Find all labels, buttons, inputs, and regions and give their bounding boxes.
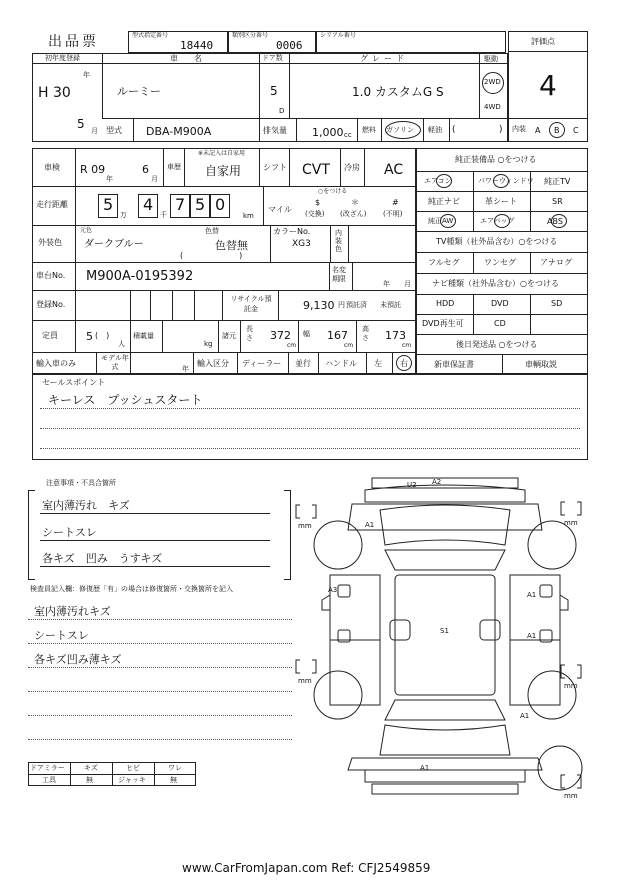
first-reg-era: H 30 (38, 85, 71, 101)
legend-break: ワレ (168, 764, 182, 772)
capacity: 5 (86, 330, 93, 343)
equip-leather: 革シート (485, 197, 517, 206)
recycle-paid: 預託済 (346, 301, 367, 309)
type-no-label: 型式指定番号 (132, 32, 169, 39)
fuel-light-oil: 軽油 (428, 126, 442, 134)
mark-u2: U2 (407, 481, 417, 489)
fuel-gasoline: ガソリン (386, 126, 414, 134)
note-line-1: 室内薄汚れ キズ (42, 499, 130, 512)
interior-a: A (535, 126, 541, 135)
equip-ac: エアコン (424, 177, 452, 185)
serial-label: シリアル番号 (320, 32, 356, 39)
mileage-label: 走行距離 (36, 200, 68, 209)
length: 372 (270, 329, 291, 342)
navi-sd: SD (551, 299, 563, 308)
mark-a1-right: A1 (527, 591, 537, 599)
drive-2wd: 2WD (484, 78, 501, 86)
mark-a1-bumper: A1 (420, 764, 430, 772)
handle-label: ハンドル (325, 359, 357, 368)
change-year: 年 (383, 280, 390, 288)
sales-text: キーレス プッシュスタート (48, 393, 203, 407)
wheel-front-right (528, 521, 576, 569)
navi-dvd: DVD (491, 299, 509, 308)
recycle-amount: 9,130 (303, 299, 335, 312)
meter-modified-mark: ＊ (351, 198, 359, 207)
meter-note: ○をつける (318, 188, 348, 195)
use-note: ※未記入は自家用 (198, 150, 246, 157)
meter-mile: マイル (268, 205, 292, 214)
meter-exchange: (交換) (305, 210, 325, 218)
legend-jack: ジャッキ (118, 776, 146, 784)
recycle-unit: 円 (338, 301, 345, 309)
capacity-unit: 人 (118, 340, 125, 348)
interior-b: B (554, 126, 560, 135)
mm-fl: mm (298, 522, 312, 530)
shaken-label: 車検 (44, 163, 60, 172)
model-year-label: モデル年式 (101, 354, 129, 371)
meter-unknown-mark: # (392, 198, 399, 207)
wheel-rear-left (314, 671, 362, 719)
displacement-label: 排気量 (263, 126, 287, 135)
tv-analog: アナログ (540, 258, 572, 267)
fuel-label: 燃料 (362, 126, 376, 134)
change-label: 名変期限 (332, 266, 346, 283)
mileage-man: 万 (120, 211, 127, 219)
wheel-rear-right (528, 671, 576, 719)
note-line-3: 各キズ 凹み うすキズ (42, 552, 163, 565)
legend-tool: 工具 (42, 776, 56, 784)
mark-a1-mid: A1 (527, 632, 537, 640)
handle-left: 左 (374, 359, 382, 368)
first-reg-label: 初年度登録 (45, 54, 80, 62)
mark-a1-front: A1 (365, 521, 375, 529)
form-title: 出品票 (48, 34, 99, 50)
later-warranty: 新車保証書 (434, 360, 474, 369)
model-label: 型式 (106, 126, 122, 135)
displacement: 1,000 (312, 126, 344, 139)
import-class-label: 輸入区分 (197, 359, 229, 368)
interior-label: 内装 (512, 125, 526, 133)
color-no: XG3 (292, 239, 311, 249)
rear-bumper (372, 784, 518, 794)
first-reg-month-unit: 月 (91, 127, 98, 135)
use: 自家用 (205, 164, 242, 178)
drive-4wd: 4WD (484, 103, 501, 111)
legend-mirror: ドアミラー (30, 764, 65, 772)
car-name-label: 車 名 (170, 54, 206, 63)
inspector-line-1: 室内薄汚れキズ (34, 605, 111, 618)
handle-right: 右 (400, 359, 408, 368)
navi-title: ナビ種類（社外品含む）○をつける (432, 279, 559, 288)
color-change: 色替無 (215, 239, 248, 252)
parallel: 並行 (295, 359, 311, 368)
ac: AC (384, 162, 404, 178)
doors: 5 (270, 84, 278, 98)
orig-color-label: 元色 (80, 227, 93, 234)
tv-title: TV種類（社外品含む）○をつける (436, 237, 558, 246)
mileage-digit-4: 5 (195, 195, 206, 214)
later-manual: 車輌取説 (525, 360, 557, 369)
mileage-digit-5: 0 (215, 195, 226, 214)
interior-c: C (573, 126, 579, 135)
height-unit: cm (402, 342, 412, 349)
ac-label: 冷房 (344, 163, 360, 172)
navi-dvd-play: DVD再生可 (422, 319, 464, 328)
first-reg-year-unit: 年 (83, 71, 90, 79)
shaken-month: 6 (142, 163, 149, 176)
tv-oneseg: ワンセグ (484, 258, 516, 267)
height-label: 高さ (362, 325, 369, 342)
note-line-2: シートスレ (42, 526, 97, 539)
navi-hdd: HDD (436, 299, 455, 308)
equip-airbag: エアバッグ (480, 217, 515, 225)
width: 167 (327, 329, 348, 342)
mark-a1-rear: A1 (520, 712, 530, 720)
length-label: 長さ (246, 325, 253, 342)
drive-label: 駆動 (484, 55, 498, 63)
int-color-label: 内装色 (335, 229, 342, 253)
length-unit: cm (287, 342, 297, 349)
color-sub-label: 色替 (205, 227, 219, 235)
chassis: M900A-0195392 (86, 269, 194, 284)
color-paren: ( ) (180, 251, 243, 260)
mm-fr: mm (564, 519, 578, 527)
capacity-label: 定員 (42, 331, 58, 340)
inspector-line-3: 各キズ凹み薄キズ (34, 653, 122, 666)
mark-a3: A3 (328, 586, 338, 594)
mark-s1: S1 (440, 627, 449, 635)
displacement-unit: cc (344, 131, 352, 139)
mm-rl: mm (298, 677, 312, 685)
grade-label: グレード (360, 54, 408, 63)
recycle-unpaid: 未預託 (380, 301, 401, 309)
shaken-era: R 09 (80, 163, 106, 176)
width-unit: cm (344, 342, 354, 349)
shift-label: シフト (263, 163, 287, 172)
doors-label: ドア数 (262, 54, 283, 62)
wheel-front-left (314, 521, 362, 569)
shaken-month-unit: 月 (151, 175, 158, 183)
mileage-digit-2: 4 (143, 195, 154, 214)
mileage-km: km (243, 212, 254, 220)
reg-label: 登録No. (36, 300, 66, 309)
orig-color: ダークブルー (84, 239, 144, 250)
color-label: 外装色 (38, 238, 62, 247)
grade: 1.0 カスタムG S (352, 85, 444, 99)
equip-navi: 純正ナビ (428, 197, 460, 206)
first-reg-month: 5 (77, 117, 85, 131)
class-no: 0006 (276, 39, 303, 52)
model-year-unit: 年 (182, 365, 189, 373)
color-no-label: カラーNo. (273, 227, 311, 236)
mileage-digit-1: 5 (103, 195, 114, 214)
type-no: 18440 (180, 39, 214, 52)
inspector-line-2: シートスレ (34, 629, 89, 642)
doors-suffix: D (279, 107, 285, 115)
shaken-year-unit: 年 (106, 175, 113, 183)
notes-label: 注意事項・不具合箇所 (46, 479, 116, 487)
tv-fullseg: フルセグ (428, 258, 460, 267)
mileage-digit-3: 7 (175, 195, 186, 214)
equip-sr: SR (552, 197, 563, 206)
legend-crack: ヒビ (126, 764, 140, 772)
equip-aw: 純正AW (428, 217, 454, 225)
later-title: 後日発送品 ○をつける (456, 340, 538, 349)
score-label: 評価点 (531, 37, 555, 46)
model: DBA-M900A (146, 125, 212, 138)
car-name: ルーミー (117, 85, 161, 98)
import-label: 輸入車のみ (36, 359, 76, 368)
change-month: 月 (404, 280, 411, 288)
inspector-label: 検査員記入欄：修復歴「有」の場合は修復箇所・交換箇所を記入 (30, 585, 233, 593)
legend-scratch: キズ (84, 764, 98, 772)
size-label: 諸元 (222, 332, 236, 340)
load-label: 積載量 (133, 332, 154, 340)
class-no-label: 類別区分番号 (232, 32, 269, 39)
width-label: 幅 (303, 330, 310, 338)
meter-unknown: (不明) (383, 210, 403, 218)
recycle-label: リサイクル預託金 (230, 295, 272, 313)
meter-modified: (改ざん) (340, 210, 367, 218)
meter-exchange-mark: $ (315, 198, 321, 207)
equip-tv: 純正TV (544, 177, 571, 186)
spare-wheel (538, 746, 582, 790)
legend-jack-value: 無 (170, 776, 177, 784)
equipment-title: 純正装備品 ○をつける (455, 155, 537, 164)
load-unit: kg (204, 340, 213, 348)
footer-watermark: www.CarFromJapan.com Ref: CFJ2549859 (182, 861, 431, 875)
sales-label: セールスポイント (42, 378, 106, 387)
equip-abs: ABS (547, 217, 563, 226)
height: 173 (385, 329, 406, 342)
mm-rr: mm (564, 682, 578, 690)
dealer: ディーラー (242, 359, 282, 368)
mileage-sen: 千 (160, 211, 167, 219)
score-value: 4 (539, 69, 557, 102)
mm-spare: mm (564, 792, 578, 800)
legend-tool-value: 無 (86, 776, 93, 784)
navi-cd: CD (494, 319, 506, 328)
use-label: 車歴 (167, 163, 181, 171)
front-bumper (372, 478, 518, 488)
car-damage-diagram (290, 470, 600, 810)
mark-a2: A2 (432, 478, 442, 486)
chassis-label: 車台No. (36, 271, 66, 280)
equip-pw: パワーウィンドウ (478, 177, 534, 185)
shift: CVT (302, 162, 330, 178)
